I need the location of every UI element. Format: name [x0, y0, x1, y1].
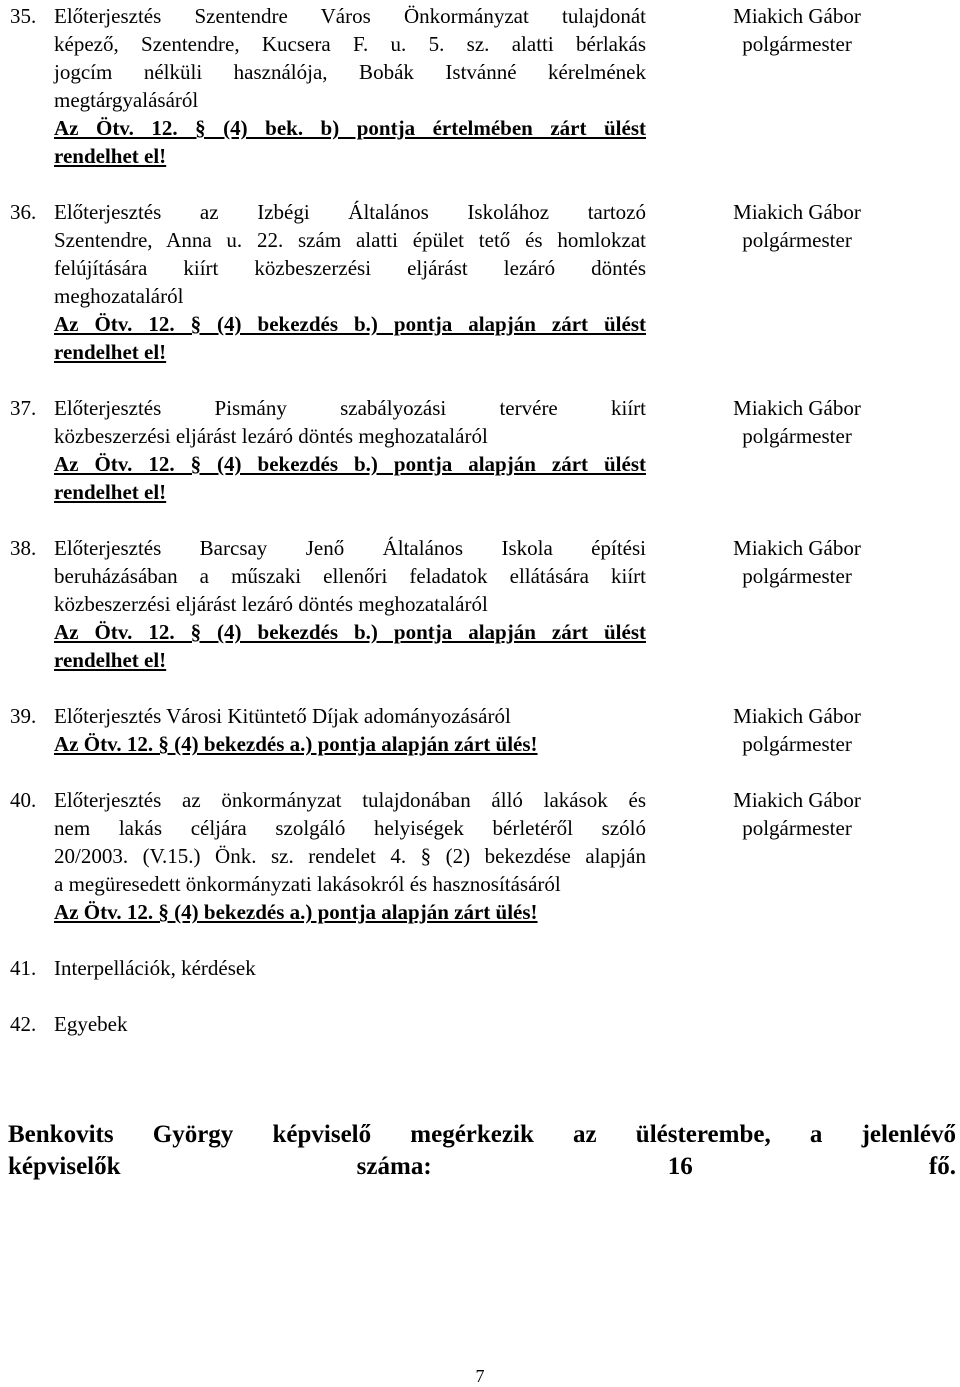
legal-basis-line: rendelhet el!: [54, 144, 167, 168]
agenda-item-text-line: a megüresedett önkormányzati lakásokról és hasznosításáról: [54, 872, 561, 896]
legal-basis-line: rendelhet el!: [54, 648, 167, 672]
agenda-item-number: 37.: [10, 396, 37, 420]
agenda-item-title: [54, 2, 646, 170]
legal-basis-line: rendelhet el!: [54, 340, 167, 364]
presenter-role: polgármester: [742, 424, 852, 448]
presenter-name: Miakich Gábor: [733, 4, 861, 28]
agenda-item-text-line: Előterjesztés Városi Kitüntető Díjak adományozásáról: [54, 704, 511, 728]
agenda-item-text-line: közbeszerzési eljárást lezáró döntés meghozataláról: [54, 592, 488, 616]
presenter-role: polgármester: [742, 228, 852, 252]
presenter-name: Miakich Gábor: [733, 396, 861, 420]
attendance-note-line-2: képviselők száma: 16 fő.: [8, 1153, 956, 1180]
legal-basis-line: Az Ötv. 12. § (4) bekezdés b.) pontja alapján zárt ülést: [54, 312, 646, 336]
presenter-block: [702, 534, 892, 590]
agenda-item-text-line: Előterjesztés Barcsay Jenő Általános Iskola építési: [54, 536, 646, 560]
agenda-item-text-line: képező, Szentendre, Kucsera F. u. 5. sz. alatti bérlakás: [54, 32, 646, 56]
agenda-item-number: 38.: [10, 536, 37, 560]
agenda-item-text-line: 20/2003. (V.15.) Önk. sz. rendelet 4. § (2) bekezdése alapján: [54, 844, 646, 868]
agenda-item-text-line: Előterjesztés az Izbégi Általános Iskolához tartozó: [54, 200, 646, 224]
agenda-item-text-line: Szentendre, Anna u. 22. szám alatti épület tető és homlokzat: [54, 228, 646, 252]
presenter-name: Miakich Gábor: [733, 536, 861, 560]
agenda-item-title: [54, 702, 646, 758]
presenter-name: Miakich Gábor: [733, 704, 861, 728]
legal-basis-line: Az Ötv. 12. § (4) bek. b) pontja értelmében zárt ülést: [54, 116, 646, 140]
legal-basis-line: Az Ötv. 12. § (4) bekezdés a.) pontja alapján zárt ülés!: [54, 732, 538, 756]
presenter-role: polgármester: [742, 564, 852, 588]
presenter-block: [702, 702, 892, 758]
agenda-item-text-line: Előterjesztés Szentendre Város Önkormányzat tulajdonát: [54, 4, 646, 28]
attendance-note-line-1: Benkovits György képviselő megérkezik az ülésterembe, a jelenlévő: [8, 1121, 956, 1148]
agenda-item-title: [54, 954, 646, 982]
agenda-item-text-line: beruházásában a műszaki ellenőri feladatok ellátására kiírt: [54, 564, 646, 588]
presenter-role: polgármester: [742, 32, 852, 56]
agenda-item-number: 36.: [10, 200, 37, 224]
presenter-block: [702, 394, 892, 450]
presenter-block: [702, 2, 892, 58]
agenda-item-number: 41.: [10, 956, 37, 980]
agenda-item-text-line: Interpellációk, kérdések: [54, 956, 256, 980]
agenda-item-text-line: Előterjesztés Pismány szabályozási tervére kiírt: [54, 396, 646, 420]
agenda-item-title: [54, 198, 646, 366]
presenter-name: Miakich Gábor: [733, 788, 861, 812]
presenter-role: polgármester: [742, 816, 852, 840]
agenda-item-text-line: jogcím nélküli használója, Bobák Istvánné kérelmének: [54, 60, 646, 84]
agenda-item-text-line: megtárgyalásáról: [54, 88, 199, 112]
agenda-item-text-line: meghozataláról: [54, 284, 184, 308]
legal-basis-line: rendelhet el!: [54, 480, 167, 504]
agenda-item-text-line: közbeszerzési eljárást lezáró döntés meghozataláról: [54, 424, 488, 448]
presenter-block: [702, 198, 892, 254]
agenda-item-text-line: felújítására kiírt közbeszerzési eljárást lezáró döntés: [54, 256, 646, 280]
agenda-item-number: 42.: [10, 1012, 37, 1036]
presenter-role: polgármester: [742, 732, 852, 756]
legal-basis-line: Az Ötv. 12. § (4) bekezdés a.) pontja alapján zárt ülés!: [54, 900, 538, 924]
agenda-item-title: [54, 534, 646, 674]
agenda-item-title: [54, 786, 646, 926]
agenda-item-number: 39.: [10, 704, 37, 728]
agenda-item-text-line: Egyebek: [54, 1012, 128, 1036]
page-number: 7: [475, 1366, 485, 1386]
legal-basis-line: Az Ötv. 12. § (4) bekezdés b.) pontja alapján zárt ülést: [54, 452, 646, 476]
agenda-item-number: 35.: [10, 4, 37, 28]
agenda-item-title: [54, 394, 646, 506]
legal-basis-line: Az Ötv. 12. § (4) bekezdés b.) pontja alapján zárt ülést: [54, 620, 646, 644]
attendance-note: [8, 1119, 956, 1183]
agenda-item-text-line: Előterjesztés az önkormányzat tulajdonában álló lakások és: [54, 788, 646, 812]
presenter-name: Miakich Gábor: [733, 200, 861, 224]
agenda-item-text-line: nem lakás céljára szolgáló helyiségek bérletéről szóló: [54, 816, 646, 840]
presenter-block: [702, 786, 892, 842]
agenda-item-number: 40.: [10, 788, 37, 812]
agenda-item-title: [54, 1010, 646, 1038]
